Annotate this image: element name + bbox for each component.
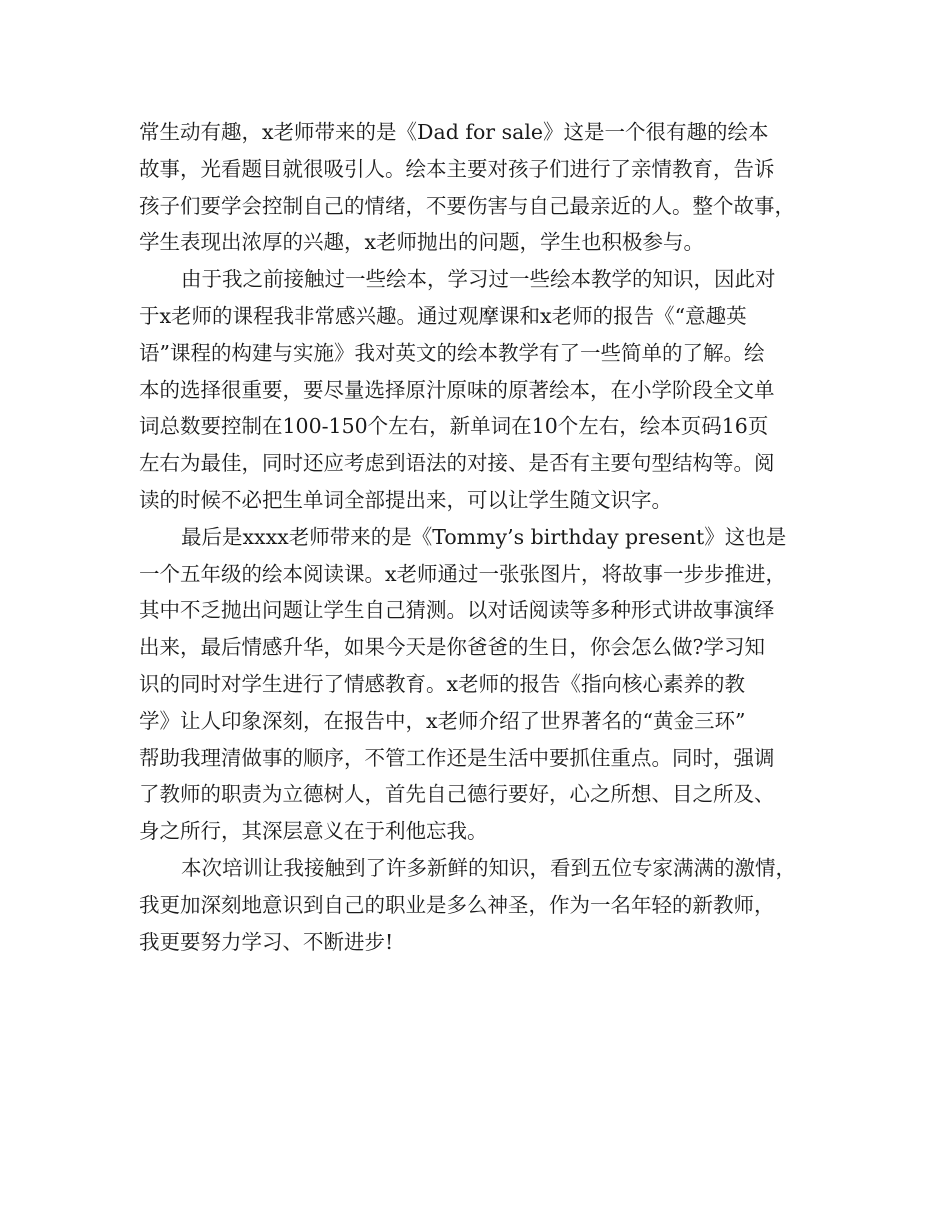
text-line: 最后是xxxx老师带来的是《Tommy’s birthday present》这也是 xyxy=(181,524,787,549)
text-line: 读的时候不必把生单词全部提出来，可以让学生随文识字。 xyxy=(139,487,672,512)
paragraph-3 xyxy=(139,519,829,850)
paragraph-2 xyxy=(139,261,829,519)
text-line: 语”课程的构建与实施》我对英文的绘本教学有了一些简单的了解。绘 xyxy=(139,340,765,365)
paragraph-1 xyxy=(139,114,829,261)
text-line: 本次培训让我接触到了许多新鲜的知识，看到五位专家满满的激情， xyxy=(181,855,796,880)
text-line: 孩子们要学会控制自己的情绪，不要伤害与自己最亲近的人。整个故事， xyxy=(139,193,795,218)
text-line: 左右为最佳，同时还应考虑到语法的对接、是否有主要句型结构等。阅 xyxy=(139,451,775,476)
text-line: 一个五年级的绘本阅读课。x老师通过一张张图片，将故事一步步推进， xyxy=(139,561,787,586)
text-line: 学》让人印象深刻，在报告中，x老师介绍了世界著名的“黄金三环” xyxy=(139,708,746,733)
text-line: 我更加深刻地意识到自己的职业是多么神圣，作为一名年轻的新教师， xyxy=(139,892,775,917)
text-line: 了教师的职责为立德树人，首先自己德行要好，心之所想、目之所及、 xyxy=(139,782,775,807)
text-line: 识的同时对学生进行了情感教育。x老师的报告《指向核心素养的教 xyxy=(139,671,746,696)
text-line: 本的选择很重要，要尽量选择原汁原味的原著绘本，在小学阶段全文单 xyxy=(139,377,775,402)
text-line: 我更要努力学习、不断进步! xyxy=(139,929,394,954)
text-line: 常生动有趣，x老师带来的是《Dad for sale》这是一个很有趣的绘本 xyxy=(139,120,769,144)
text-line: 出来，最后情感升华，如果今天是你爸爸的生日，你会怎么做?学习知 xyxy=(139,635,765,660)
document-body xyxy=(139,114,829,960)
paragraph-4 xyxy=(139,850,829,960)
text-line: 词总数要控制在100-150个左右，新单词在10个左右，绘本页码16页 xyxy=(139,414,769,439)
text-line: 故事，光看题目就很吸引人。绘本主要对孩子们进行了亲情教育，告诉 xyxy=(139,156,775,181)
text-line: 学生表现出浓厚的兴趣，x老师抛出的问题，学生也积极参与。 xyxy=(139,230,705,255)
text-line: 身之所行，其深层意义在于利他忘我。 xyxy=(139,819,488,844)
text-line: 其中不乏抛出问题让学生自己猜测。以对话阅读等多种形式讲故事演绎 xyxy=(139,598,775,623)
text-line: 帮助我理清做事的顺序，不管工作还是生活中要抓住重点。同时，强调 xyxy=(139,745,775,770)
text-line: 于x老师的课程我非常感兴趣。通过观摩课和x老师的报告《“意趣英 xyxy=(139,303,747,328)
text-line: 由于我之前接触过一些绘本，学习过一些绘本教学的知识，因此对 xyxy=(181,267,776,292)
